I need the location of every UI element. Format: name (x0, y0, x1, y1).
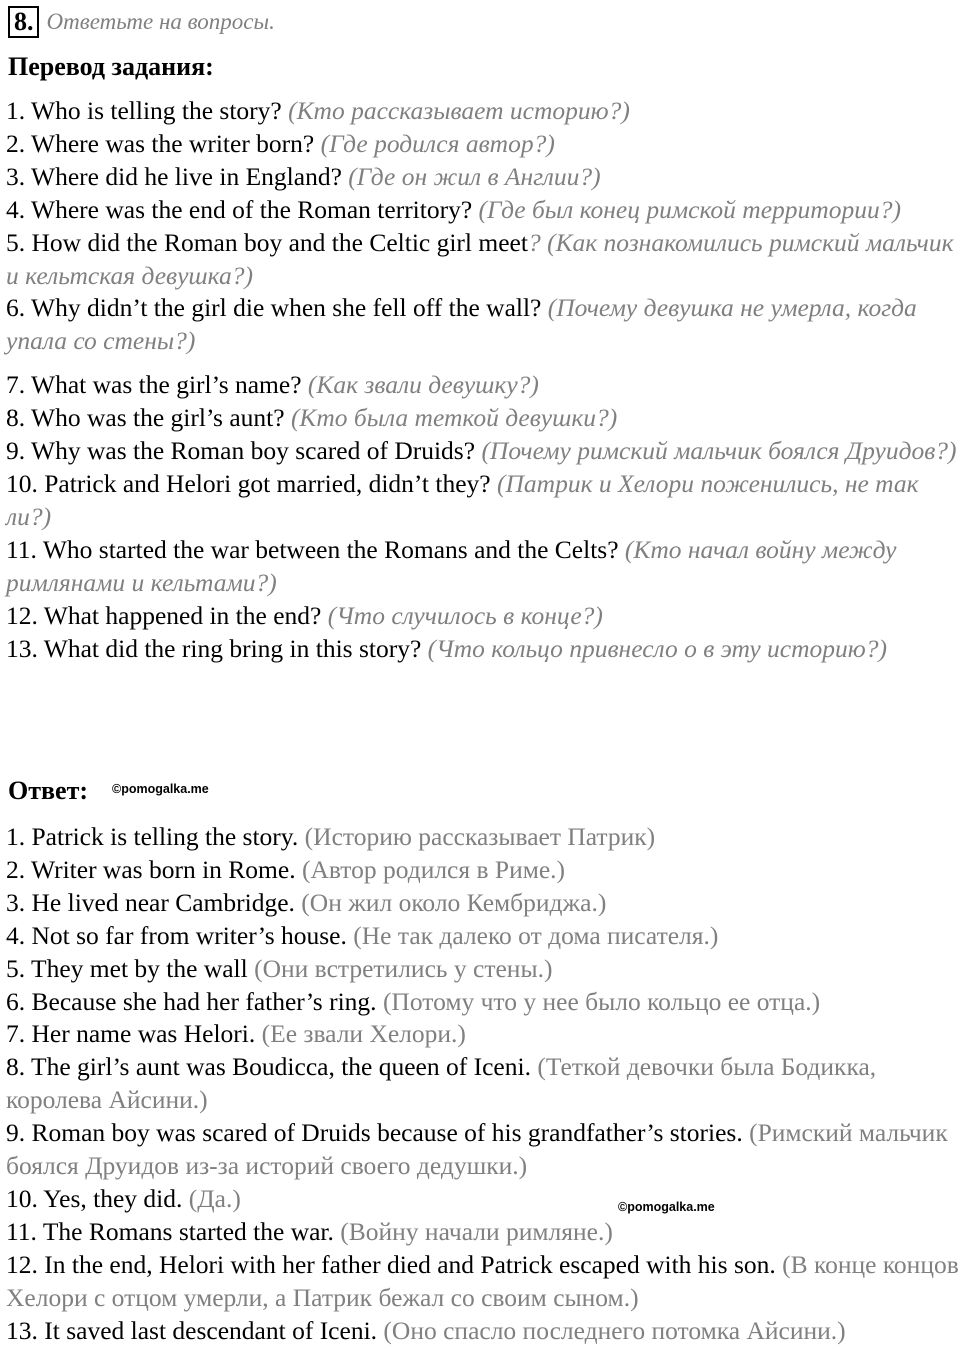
question-item-english: 8. Who was the girl’s aunt? (6, 403, 291, 433)
question-item-english: 2. Where was the writer born? (6, 128, 321, 158)
answer-item-english: 9. Roman boy was scared of Druids because of his grandfather’s stories. (6, 1118, 750, 1148)
question-item (6, 292, 960, 358)
question-item (6, 161, 960, 194)
answer-item-translation: (Автор родился в Риме.) (301, 854, 566, 884)
question-item-translation: (Патрик и Хелори поженились, не так ли?) (6, 468, 919, 531)
answer-item-translation: (В конце концов Хелори с отцом умерли, а Патрик бежал со своим сыном.) (6, 1249, 959, 1312)
answer-item-english: 2. Writer was born in Rome. (6, 854, 302, 884)
task-instruction: Ответьте на вопросы. (46, 9, 275, 34)
question-item-translation: ? (Как познакомились римский мальчик и кельтская девушка?) (6, 227, 954, 290)
answer-item-translation: (Они встретились у стены.) (254, 953, 553, 983)
answer-item (6, 854, 960, 887)
translation-heading: Перевод задания: (8, 52, 214, 81)
answer-item-english: 11. The Romans started the war. (6, 1216, 341, 1246)
question-item (6, 600, 960, 633)
answer-item-translation: (Ее звали Хелори.) (261, 1019, 466, 1049)
question-item-english: 10. Patrick and Helori got married, didn’t they? (6, 468, 497, 498)
answer-item-english: 13. It saved last descendant of Iceni. (6, 1315, 384, 1345)
question-item-translation: (Что кольцо привнесло о в эту историю?) (427, 633, 887, 663)
question-item (6, 227, 960, 293)
answer-item-translation: (Историю рассказывает Патрик) (304, 822, 656, 851)
answer-item (6, 1183, 960, 1216)
question-item-translation: (Почему римский мальчик боялся Друидов?) (481, 436, 957, 466)
question-item-translation: (Что случилось в конце?) (327, 600, 603, 630)
answer-item-english: 10. Yes, they did. (6, 1183, 189, 1213)
answers-list (6, 821, 960, 1348)
answer-item-english: 5. They met by the wall (6, 953, 255, 983)
answer-item-translation: (Римский мальчик боялся Друидов из-за историй своего дедушки.) (6, 1118, 948, 1181)
answer-item (6, 1018, 960, 1051)
question-item (6, 369, 960, 402)
question-item-translation: (Кто начал войну между римлянами и кельтами?) (6, 534, 897, 597)
answer-item (6, 1216, 960, 1249)
question-item (6, 633, 960, 666)
question-item-english: 4. Where was the end of the Roman territory? (6, 194, 479, 224)
question-item-translation: (Как звали девушку?) (307, 370, 539, 400)
answer-item-english: 6. Because she had her father’s ring. (6, 986, 383, 1016)
question-item (6, 128, 960, 161)
answer-item (6, 887, 960, 920)
question-item-translation: (Кто рассказывает историю?) (288, 96, 630, 125)
answer-item (6, 1051, 960, 1117)
question-item-translation: (Где он жил в Англии?) (348, 161, 601, 191)
answer-item-translation: (Теткой девочки была Бодикка, королева Айсини.) (6, 1052, 877, 1115)
question-item-english: 12. What happened in the end? (6, 600, 328, 630)
question-item (6, 95, 960, 128)
answer-item-english: 12. In the end, Helori with her father died and Patrick escaped with his son. (6, 1249, 783, 1279)
question-item (6, 534, 960, 600)
answer-item-english: 8. The girl’s aunt was Boudicca, the queen of Iceni. (6, 1052, 538, 1082)
watermark: ©pomogalka.me (618, 1200, 715, 1214)
question-item (6, 435, 960, 468)
answer-item (6, 1249, 960, 1315)
answer-item (6, 953, 960, 986)
answer-item-english: 1. Patrick is telling the story. (6, 822, 305, 851)
task-header (8, 5, 275, 39)
task-number: 8. (8, 6, 39, 38)
answer-item (6, 986, 960, 1019)
watermark: ©pomogalka.me (112, 782, 209, 796)
question-item-english: 3. Where did he live in England? (6, 161, 349, 191)
answer-item-english: 3. He lived near Cambridge. (6, 887, 302, 917)
answer-item-english: 4. Not so far from writer’s house. (6, 920, 354, 950)
question-item (6, 468, 960, 534)
question-item-english: 11. Who started the war between the Romans and the Celts? (6, 534, 625, 564)
answer-item (6, 1117, 960, 1183)
question-item-english: 13. What did the ring bring in this story? (6, 633, 428, 663)
answer-item-translation: (Потому что у нее было кольцо ее отца.) (382, 986, 821, 1016)
answer-item-translation: (Оно спасло последнего потомка Айсини.) (383, 1315, 846, 1345)
question-item-english: 1. Who is telling the story? (6, 96, 289, 125)
answer-item (6, 920, 960, 953)
question-item-english: 7. What was the girl’s name? (6, 370, 308, 400)
question-item-translation: (Кто была теткой девушки?) (290, 403, 618, 433)
answer-item-translation: (Он жил около Кембриджа.) (301, 887, 607, 917)
question-item-translation: (Почему девушка не умерла, когда упала со стены?) (6, 293, 917, 356)
answer-item (6, 821, 960, 854)
question-item-translation: (Где был конец римской территории?) (478, 194, 901, 224)
answer-item-translation: (Войну начали римляне.) (340, 1216, 613, 1246)
answer-item-english: 7. Her name was Helori. (6, 1019, 262, 1049)
answer-heading: Ответ: (8, 776, 89, 805)
answer-item-translation: (Не так далеко от дома писателя.) (353, 920, 719, 950)
question-item-translation: (Где родился автор?) (320, 128, 555, 158)
question-item-english: 5. How did the Roman boy and the Celtic girl meet (6, 227, 528, 257)
questions-list (6, 95, 960, 665)
question-item-english: 9. Why was the Roman boy scared of Druids? (6, 436, 482, 466)
question-item-english: 6. Why didn’t the girl die when she fell off the wall? (6, 293, 548, 323)
answer-item-translation: (Да.) (188, 1183, 241, 1213)
question-item (6, 402, 960, 435)
answer-item (6, 1315, 960, 1348)
question-item (6, 194, 960, 227)
